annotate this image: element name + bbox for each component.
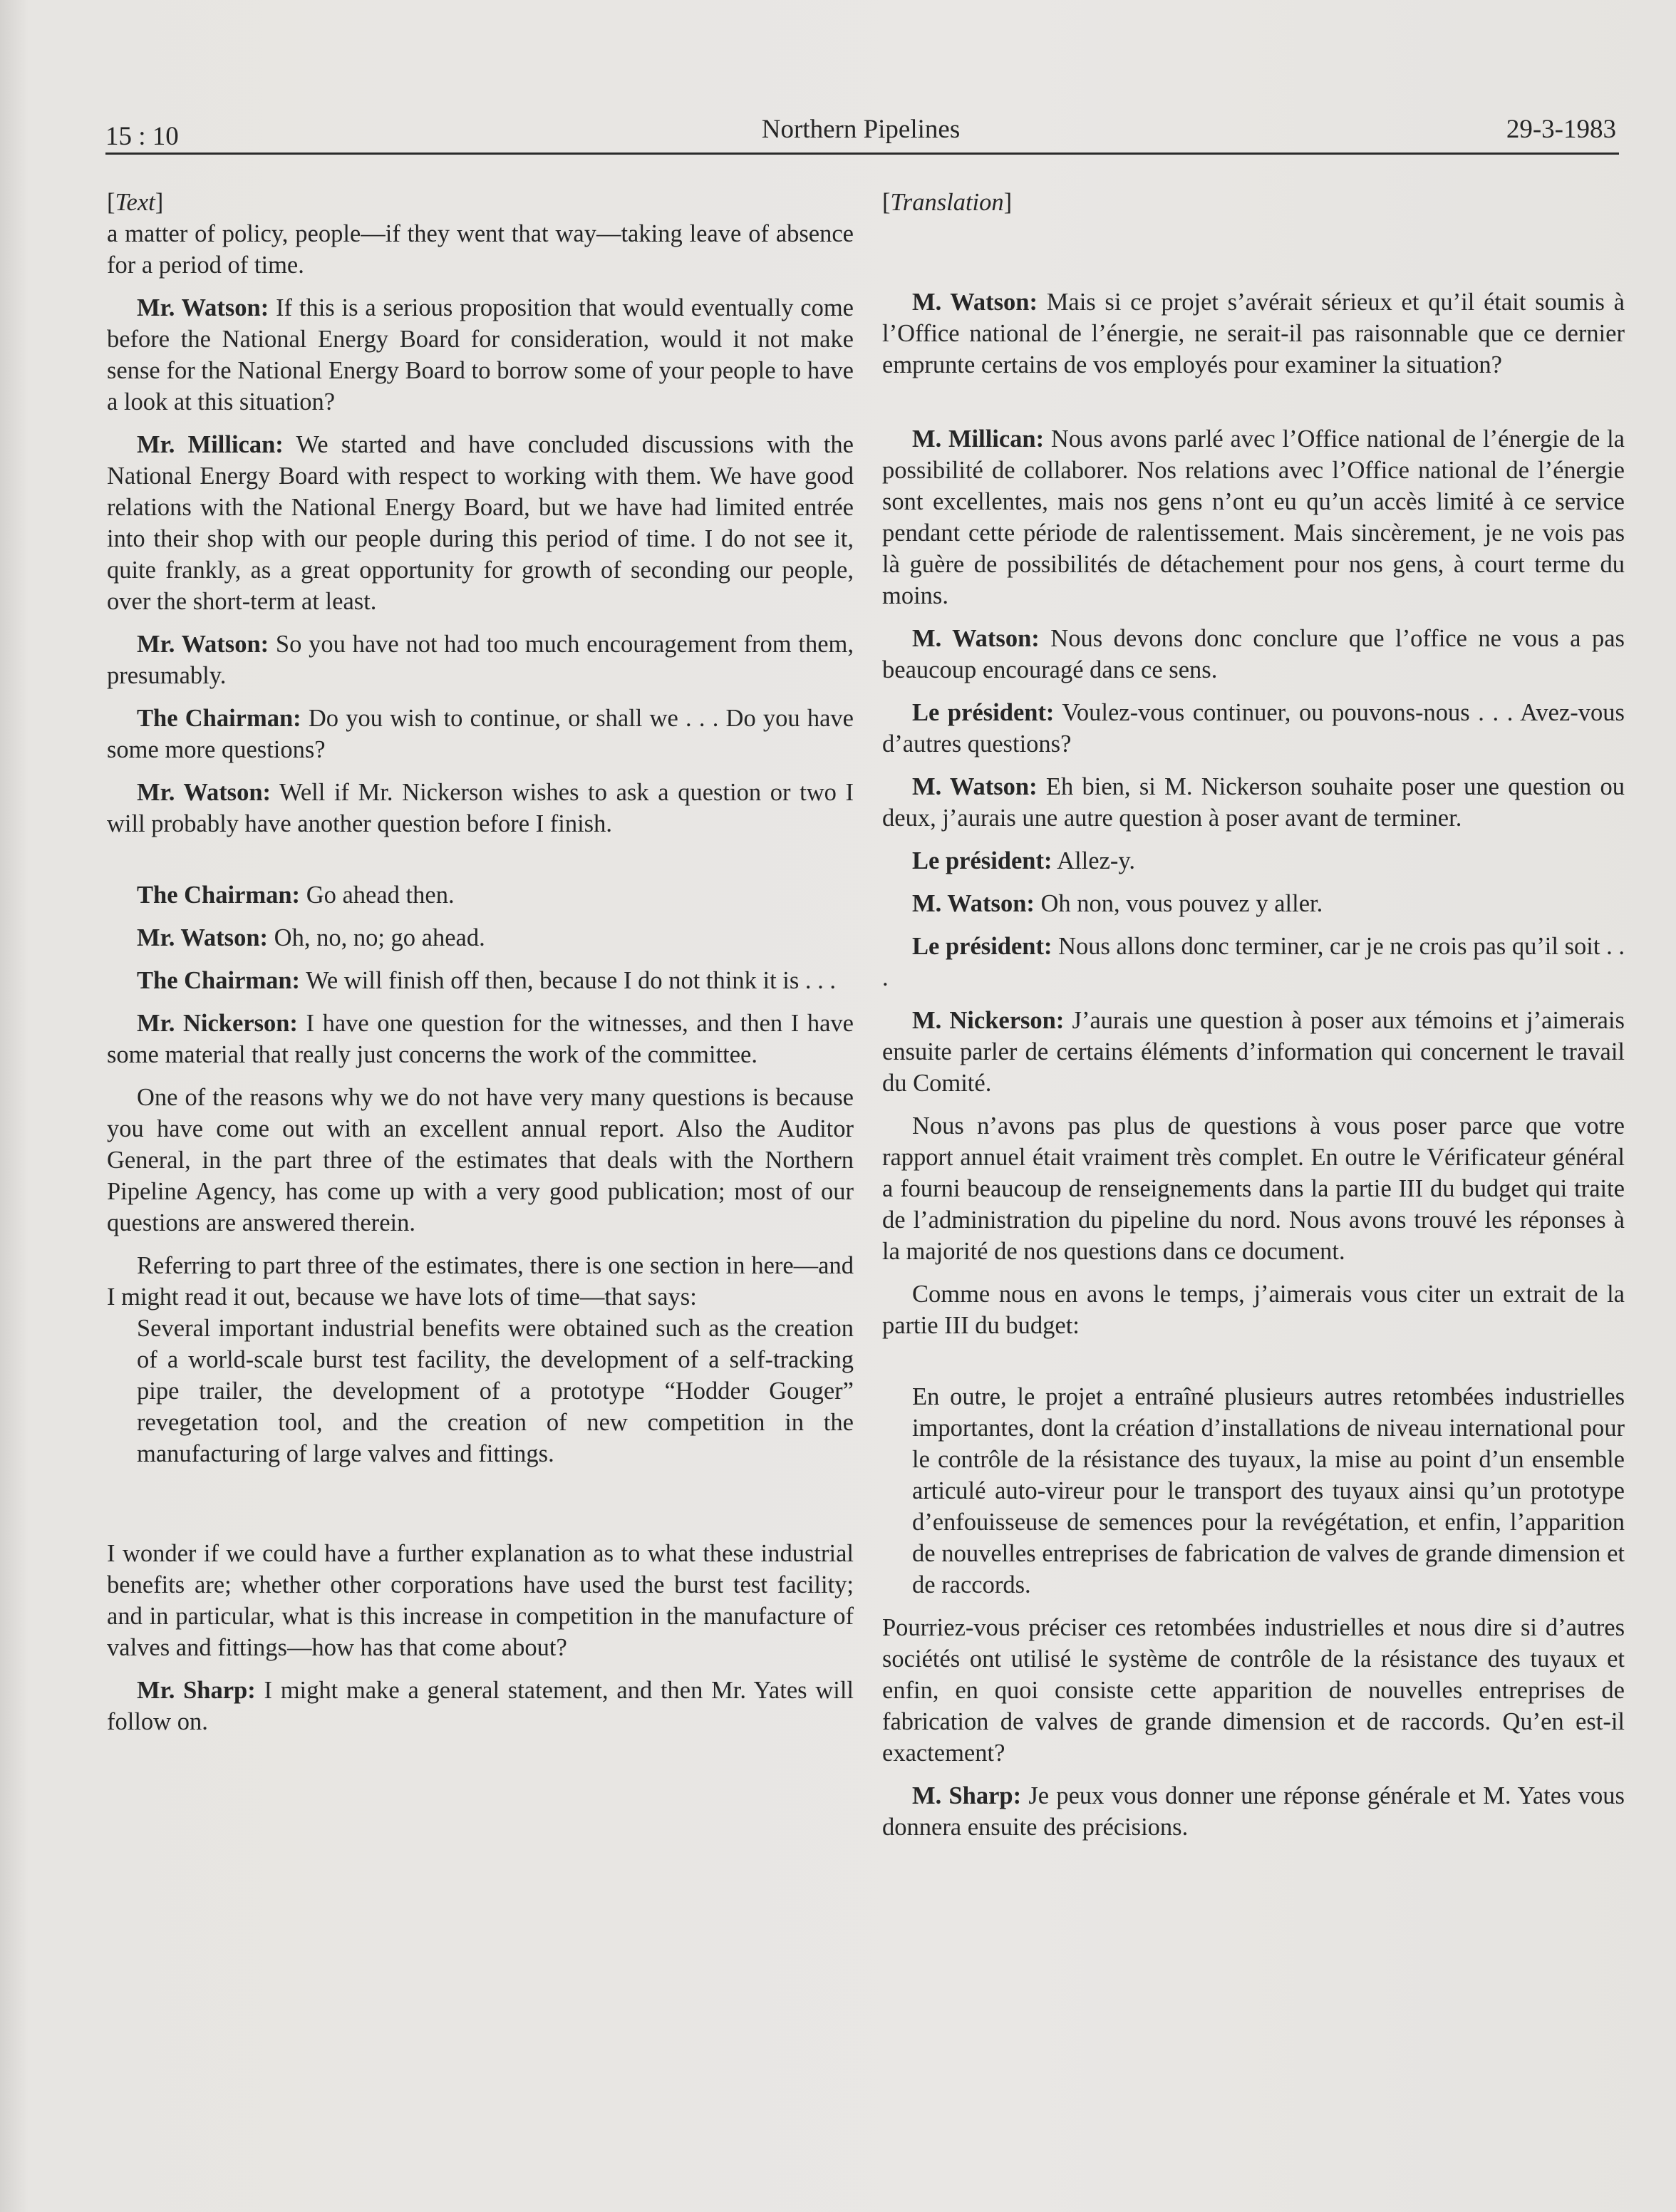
paragraph: M. Sharp: Je peux vous donner une réponse générale et M. Yates vous donnera ensuite des précisions.	[882, 1782, 1625, 1841]
speaker-name: The Chairman:	[137, 967, 301, 994]
block-quote: Several important industrial benefits were obtained such as the creation of a world-scale burst test facility, the development of a self-tracking pipe trailer, the development of a prototype “Hodder Gouger” revegetation tool, and the creation of new competition in the manufacturing of large valves and fittings.	[137, 1315, 854, 1467]
speaker-name: M. Watson:	[912, 890, 1035, 917]
speaker-name: Le président:	[912, 847, 1052, 874]
speaker-name: Mr. Watson:	[137, 779, 271, 806]
column-label: [Translation]	[882, 189, 1013, 216]
french-column	[882, 187, 1625, 1843]
paragraph: Mr. Watson: If this is a serious proposition that would eventually come before the National Energy Board for consideration, would it not make sense for the National Energy Board to borrow some of your people to have a look at this situation?	[107, 294, 854, 415]
paragraph: Le président: Allez-y.	[912, 847, 1136, 874]
header-rule	[105, 153, 1619, 155]
block-quote: En outre, le projet a entraîné plusieurs autres retombées industrielles importantes, dont la création d’installations de niveau international pour le contrôle de la résistance des tuyaux, la mise au point d’un ensemble articulé auto-vireur pour le transport des tuyaux ainsi qu’un prototype d’enfouisseuse de semences pour la revégétation, et enfin, l’apparition de nouvelles entreprises de fabrication de valves de grande dimension et de raccords.	[912, 1383, 1625, 1598]
speaker-name: Le président:	[912, 699, 1055, 726]
paragraph: Le président: Nous allons donc terminer, car je ne crois pas qu’il soit . . .	[882, 933, 1625, 991]
paragraph: M. Watson: Eh bien, si M. Nickerson souhaite poser une question ou deux, j’aurais une autre question à poser avant de terminer.	[882, 773, 1625, 832]
paragraph: Mr. Watson: Oh, no, no; go ahead.	[137, 924, 485, 951]
speaker-name: M. Sharp:	[912, 1782, 1022, 1809]
page-number: 15 : 10	[105, 122, 179, 151]
speaker-name: The Chairman:	[137, 705, 301, 732]
paragraph: The Chairman: Go ahead then.	[137, 882, 455, 909]
paragraph: Pourriez-vous préciser ces retombées industrielles et nous dire si d’autres sociétés ont utilisé le système de contrôle de la résistance des tuyaux et enfin, en quoi consiste cette apparition de nouvelles entreprises de fabrication de valves de grande dimension et de raccords. Qu’en est-il exactement?	[882, 1614, 1625, 1767]
paragraph: Mr. Nickerson: I have one question for the witnesses, and then I have some material that really just concerns the work of the committee.	[107, 1010, 854, 1068]
speaker-name: M. Watson:	[912, 773, 1038, 800]
speaker-name: M. Watson:	[912, 289, 1038, 316]
speaker-name: Mr. Watson:	[137, 631, 269, 658]
speaker-name: Mr. Watson:	[137, 924, 269, 951]
paragraph: Comme nous en avons le temps, j’aimerais vous citer un extrait de la partie III du budget:	[882, 1281, 1625, 1339]
paragraph: The Chairman: Do you wish to continue, or shall we . . . Do you have some more questions?	[107, 705, 854, 763]
speaker-name: Mr. Millican:	[137, 431, 284, 458]
paragraph: M. Watson: Oh non, vous pouvez y aller.	[912, 890, 1323, 917]
header-date: 29-3-1983	[1506, 115, 1616, 144]
paragraph: Mr. Sharp: I might make a general statement, and then Mr. Yates will follow on.	[107, 1677, 854, 1735]
paragraph: Mr. Watson: So you have not had too much encouragement from them, presumably.	[107, 631, 854, 689]
paragraph: Mr. Millican: We started and have concluded discussions with the National Energy Board with respect to working with them. We have good relations with the National Energy Board, but we have had limited entrée into their shop with our people during this period of time. I do not see it, quite frankly, as a great opportunity for growth of seconding our people, over the short-term at least.	[107, 431, 854, 615]
paragraph: The Chairman: We will finish off then, because I do not think it is . . .	[137, 967, 837, 994]
speaker-name: M. Millican:	[912, 425, 1045, 453]
paragraph: I wonder if we could have a further explanation as to what these industrial benefits are; whether other corporations have used the burst test facility; and in particular, what is this increase in competition in the manufacture of valves and fittings—how has that come about?	[107, 1540, 854, 1661]
speaker-name: M. Nickerson:	[912, 1007, 1065, 1034]
speaker-name: Mr. Sharp:	[137, 1677, 256, 1704]
paragraph: Nous n’avons pas plus de questions à vous poser parce que votre rapport annuel était vraiment très complet. En outre le Vérificateur général a fourni beaucoup de renseignements dans la partie III du budget qui traite de l’administration du pipeline du nord. Nous avons trouvé les réponses à la majorité de nos questions dans ce document.	[882, 1112, 1625, 1265]
paragraph: M. Nickerson: J’aurais une question à poser aux témoins et j’aimerais ensuite parler de certains éléments d’information qui concernent le travail du Comité.	[882, 1007, 1625, 1097]
paragraph: Le président: Voulez-vous continuer, ou pouvons-nous . . . Avez-vous d’autres questions?	[882, 699, 1625, 758]
paragraph: Mr. Watson: Well if Mr. Nickerson wishes to ask a question or two I will probably have another question before I finish.	[107, 779, 854, 837]
english-column	[107, 187, 854, 1737]
paragraph: One of the reasons why we do not have very many questions is because you have come out with an excellent annual report. Also the Auditor General, in the part three of the estimates that deals with the Northern Pipeline Agency, has come up with a very good publication; most of our questions are answered therein.	[107, 1084, 854, 1236]
speaker-name: The Chairman:	[137, 882, 301, 909]
paragraph: M. Millican: Nous avons parlé avec l’Office national de l’énergie de la possibilité de collaborer. Nos relations avec l’Office national de l’énergie sont excellentes, mais nos gens n’ont eu qu’un accès limité à ce service pendant cette période de ralentissement. Mais sincèrement, je ne vois pas là guère de possibilités de détachement pour nos gens, à court terme du moins.	[882, 425, 1625, 609]
column-label: [Text]	[107, 189, 164, 216]
paragraph: a matter of policy, people—if they went that way—taking leave of absence for a period of time.	[107, 220, 854, 279]
running-title: Northern Pipelines	[761, 115, 961, 144]
speaker-name: Mr. Nickerson:	[137, 1010, 298, 1037]
paragraph: Referring to part three of the estimates, there is one section in here—and I might read it out, because we have lots of time—that says:	[107, 1252, 854, 1311]
speaker-name: M. Watson:	[912, 625, 1040, 652]
paragraph: M. Watson: Nous devons donc conclure que l’office ne vous a pas beaucoup encouragé dans ce sens.	[882, 625, 1625, 683]
page-header	[105, 114, 1616, 154]
speaker-name: Le président:	[912, 933, 1052, 960]
speaker-name: Mr. Watson:	[137, 294, 269, 321]
paragraph: M. Watson: Mais si ce projet s’avérait sérieux et qu’il était soumis à l’Office national de l’énergie, ne serait-il pas raisonnable que ce dernier emprunte certains de vos employés pour examiner la situation?	[882, 289, 1625, 378]
